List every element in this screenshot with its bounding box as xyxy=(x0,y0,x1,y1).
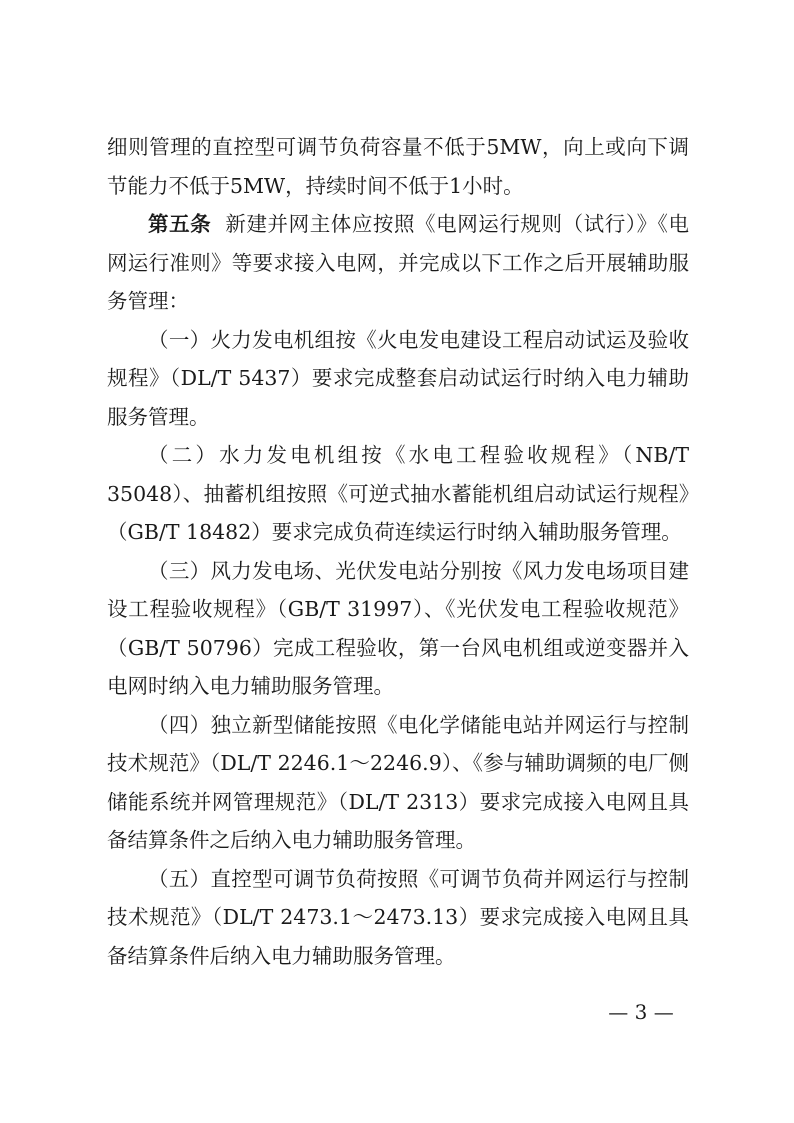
document-body xyxy=(107,128,689,975)
paragraph-item-4: （四）独立新型储能按照《电化学储能电站并网运行与控制技术规范》（DL/T 2246.1～2246.9）、《参与辅助调频的电厂侧储能系统并网管理规范》（DL/T 2313）要求完成接入电网且具备结算条件之后纳入电力辅助服务管理。 xyxy=(107,712,689,852)
page-number: — 3 — xyxy=(608,1000,674,1024)
paragraph-item-5: （五）直控型可调节负荷按照《可调节负荷并网运行与控制技术规范》（DL/T 2473.1～2473.13）要求完成接入电网且具备结算条件后纳入电力辅助服务管理。 xyxy=(107,866,689,968)
article-heading: 第五条 xyxy=(148,212,212,236)
paragraph-article-5 xyxy=(107,205,689,321)
article-text: 新建并网主体应按照《电网运行规则（试行）》《电网运行准则》等要求接入电网，并完成以下工作之后开展辅助服务管理： xyxy=(107,212,689,313)
paragraph-item-2: （二）水力发电机组按《水电工程验收规程》（NB/T 35048）、抽蓄机组按照《可逆式抽水蓄能机组启动试运行规程》（GB/T 18482）要求完成负荷连续运行时纳入辅助服务管理。 xyxy=(107,443,689,544)
paragraph-continuation: 细则管理的直控型可调节负荷容量不低于5MW，向上或向下调节能力不低于5MW，持续时间不低于1小时。 xyxy=(107,135,689,198)
paragraph-item-1: （一）火力发电机组按《火电发电建设工程启动试运及验收规程》（DL/T 5437）要求完成整套启动试运行时纳入电力辅助服务管理。 xyxy=(107,327,689,429)
paragraph-item-3: （三）风力发电场、光伏发电站分别按《风力发电场项目建设工程验收规程》（GB/T 31997）、《光伏发电工程验收规范》（GB/T 50796）完成工程验收，第一台风电机组或逆变器并入电网时纳入电力辅助服务管理。 xyxy=(107,558,689,698)
